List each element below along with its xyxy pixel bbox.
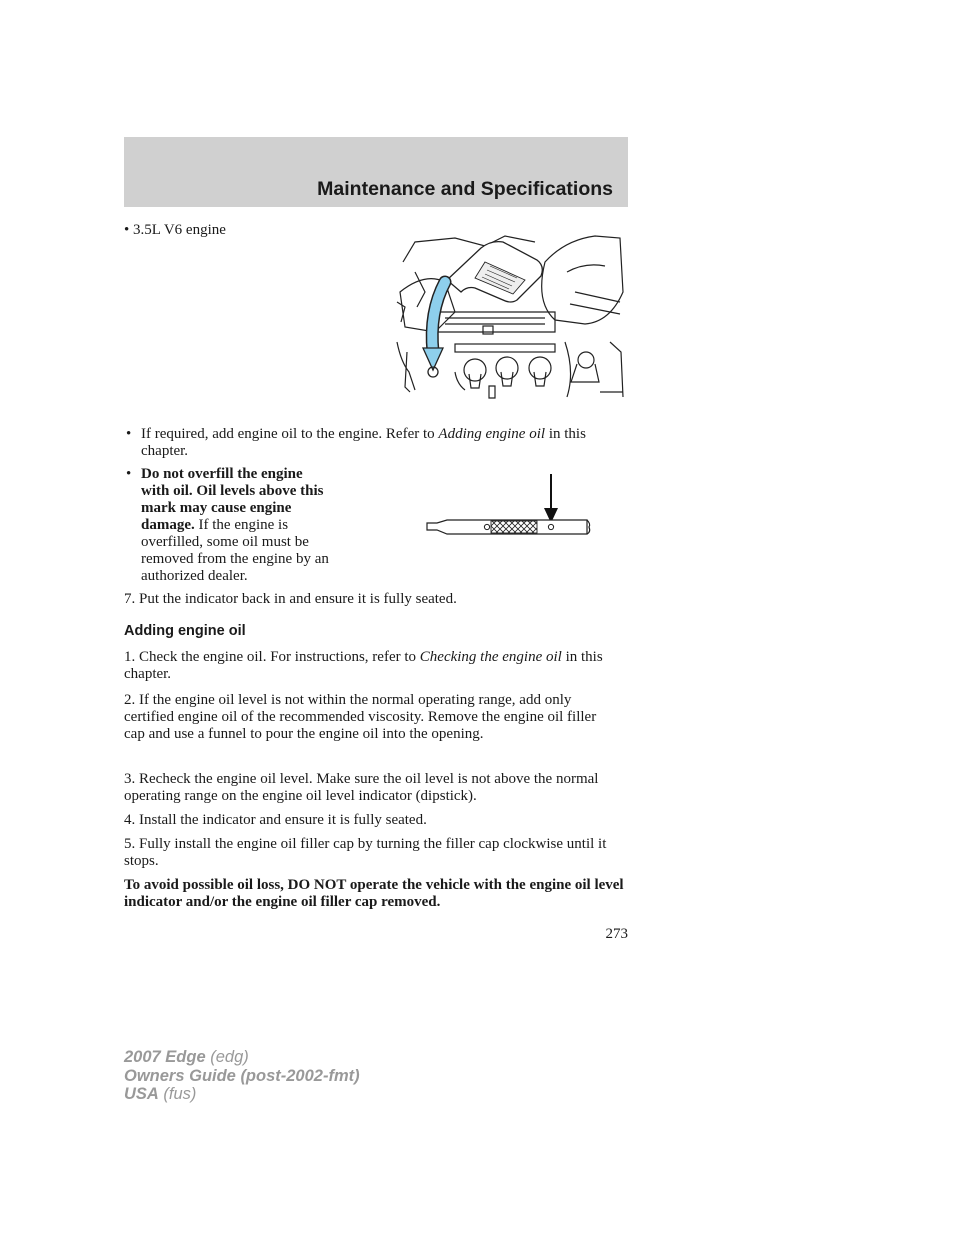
footer-model-code: (edg) bbox=[205, 1048, 249, 1066]
add-step-4: 4. Install the indicator and ensure it is fully seated. bbox=[124, 812, 427, 828]
bullet-add-oil bbox=[124, 426, 628, 460]
cross-reference-adding-oil[interactable]: Adding engine oil bbox=[438, 426, 546, 442]
bullet-overfill-warning bbox=[124, 466, 384, 585]
warning-line: Do not overfill the engine bbox=[141, 466, 303, 482]
footer-guide: Owners Guide (post-2002-fmt) bbox=[124, 1066, 360, 1085]
warning-body: If the engine is bbox=[194, 517, 289, 533]
engine-oil-fill-illustration bbox=[395, 232, 625, 400]
bullet-add-text-end: in this chapter. bbox=[141, 426, 586, 459]
dipstick-illustration bbox=[425, 472, 595, 542]
page-number: 273 bbox=[605, 926, 628, 942]
warning-line: mark may cause engine bbox=[141, 500, 292, 516]
bullet-add-text: If required, add engine oil to the engine. Refer to bbox=[141, 426, 439, 442]
warning-body: authorized dealer. bbox=[141, 568, 248, 584]
bullet-dot: • bbox=[126, 426, 132, 442]
oil-loss-warning: To avoid possible oil loss, DO NOT operate the vehicle with the engine oil level indicator and/or the engine oil filler cap removed. bbox=[124, 877, 624, 910]
step-7: 7. Put the indicator back in and ensure it is fully seated. bbox=[124, 591, 457, 607]
add-step-1 bbox=[124, 649, 628, 683]
add-step-3: 3. Recheck the engine oil level. Make sure the oil level is not above the normal operating range on the engine oil level indicator (dipstick). bbox=[124, 771, 599, 804]
cross-reference-checking-oil[interactable]: Checking the engine oil bbox=[419, 649, 562, 665]
add-step-5: 5. Fully install the engine oil filler cap by turning the filler cap clockwise until it stops. bbox=[124, 836, 607, 869]
bullet-dot: • bbox=[126, 466, 132, 482]
footer-model: 2007 Edge bbox=[124, 1048, 206, 1066]
footer-market-code: (fus) bbox=[158, 1085, 197, 1103]
bullet-dot: • bbox=[124, 222, 134, 238]
bullet-engine-type bbox=[124, 222, 226, 239]
warning-line: with oil. Oil levels above this bbox=[141, 483, 324, 499]
document-footer bbox=[124, 1048, 360, 1104]
warning-body: overfilled, some oil must be bbox=[141, 534, 309, 550]
step-text-end: in this chapter. bbox=[124, 649, 603, 682]
warning-line: damage. bbox=[141, 517, 195, 533]
section-header-bar bbox=[124, 137, 628, 207]
section-heading-adding-oil: Adding engine oil bbox=[124, 623, 246, 639]
section-title: Maintenance and Specifications bbox=[317, 178, 613, 200]
footer-market: USA bbox=[124, 1085, 159, 1103]
bullet-text: 3.5L V6 engine bbox=[133, 222, 226, 238]
warning-body: removed from the engine by an bbox=[141, 551, 329, 567]
step-text: 1. Check the engine oil. For instructions, refer to bbox=[124, 649, 420, 665]
add-step-2: 2. If the engine oil level is not within the normal operating range, add only certified engine oil of the recommended viscosity. Remove the engine oil filler cap and use a funnel to pour the engine oil into the opening. bbox=[124, 692, 597, 742]
